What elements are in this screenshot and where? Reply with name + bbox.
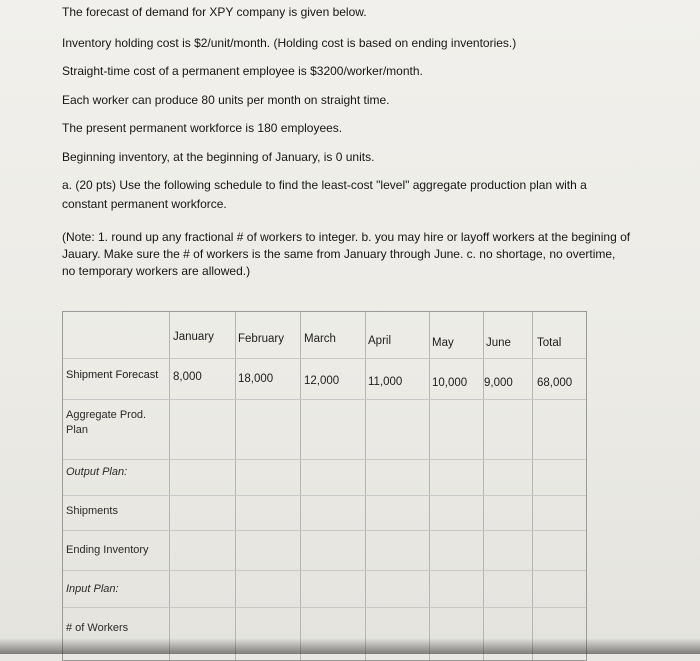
forecast-january: 8,000	[173, 371, 202, 383]
aggregate-plan-label-line2: Plan	[66, 424, 89, 436]
grid-row-line	[63, 570, 586, 571]
forecast-march: 12,000	[304, 375, 340, 387]
header-january: January	[173, 331, 214, 343]
header-june: June	[486, 337, 511, 349]
problem-line-3: Straight-time cost of a permanent employee is $3200/worker/month.	[62, 64, 423, 78]
grid-row-line	[63, 530, 586, 531]
grid-row-line	[63, 459, 586, 460]
grid-row-line	[63, 358, 586, 359]
problem-line-5: The present permanent workforce is 180 employees.	[62, 121, 343, 135]
photo-edge-shadow	[0, 638, 700, 654]
grid-row-line	[63, 607, 586, 608]
forecast-may: 10,000	[432, 377, 468, 389]
header-total: Total	[537, 337, 562, 349]
ending-inventory-label: Ending Inventory	[66, 544, 149, 556]
shipment-forecast-label: Shipment Forecast	[66, 369, 159, 381]
aggregate-plan-label-line1: Aggregate Prod.	[66, 409, 147, 421]
schedule-table	[62, 311, 587, 661]
grid-row-line	[63, 495, 586, 496]
forecast-february: 18,000	[238, 373, 274, 385]
problem-line-4: Each worker can produce 80 units per month on straight time.	[62, 93, 390, 107]
problem-line-1: The forecast of demand for XPY company is given below.	[62, 5, 367, 19]
forecast-total: 68,000	[537, 377, 573, 389]
input-plan-label: Input Plan:	[66, 583, 119, 595]
header-march: March	[304, 333, 336, 345]
problem-line-6: Beginning inventory, at the beginning of January, is 0 units.	[62, 150, 375, 164]
problem-line-2: Inventory holding cost is $2/unit/month. (Holding cost is based on ending inventories.)	[62, 36, 517, 50]
forecast-april: 11,000	[368, 376, 403, 388]
output-plan-label: Output Plan:	[66, 466, 128, 478]
workers-label: # of Workers	[66, 622, 129, 634]
grid-row-line	[63, 399, 586, 400]
header-february: February	[238, 333, 285, 345]
header-may: May	[432, 337, 454, 349]
part-a-instructions: a. (20 pts) Use the following schedule to find the least-cost "level" aggregate production plan with a constant permanent workforce.	[62, 178, 587, 211]
note-text: (Note: 1. round up any fractional # of workers to integer. b. you may hire or layoff workers at the begining of Jauary. Make sure the # of workers is the same from January through June. c. no shortage, no overtime, no temporary workers are allowed.)	[62, 230, 631, 278]
shipments-label: Shipments	[66, 505, 118, 517]
header-april: April	[368, 335, 392, 347]
forecast-june: 9,000	[484, 377, 513, 389]
